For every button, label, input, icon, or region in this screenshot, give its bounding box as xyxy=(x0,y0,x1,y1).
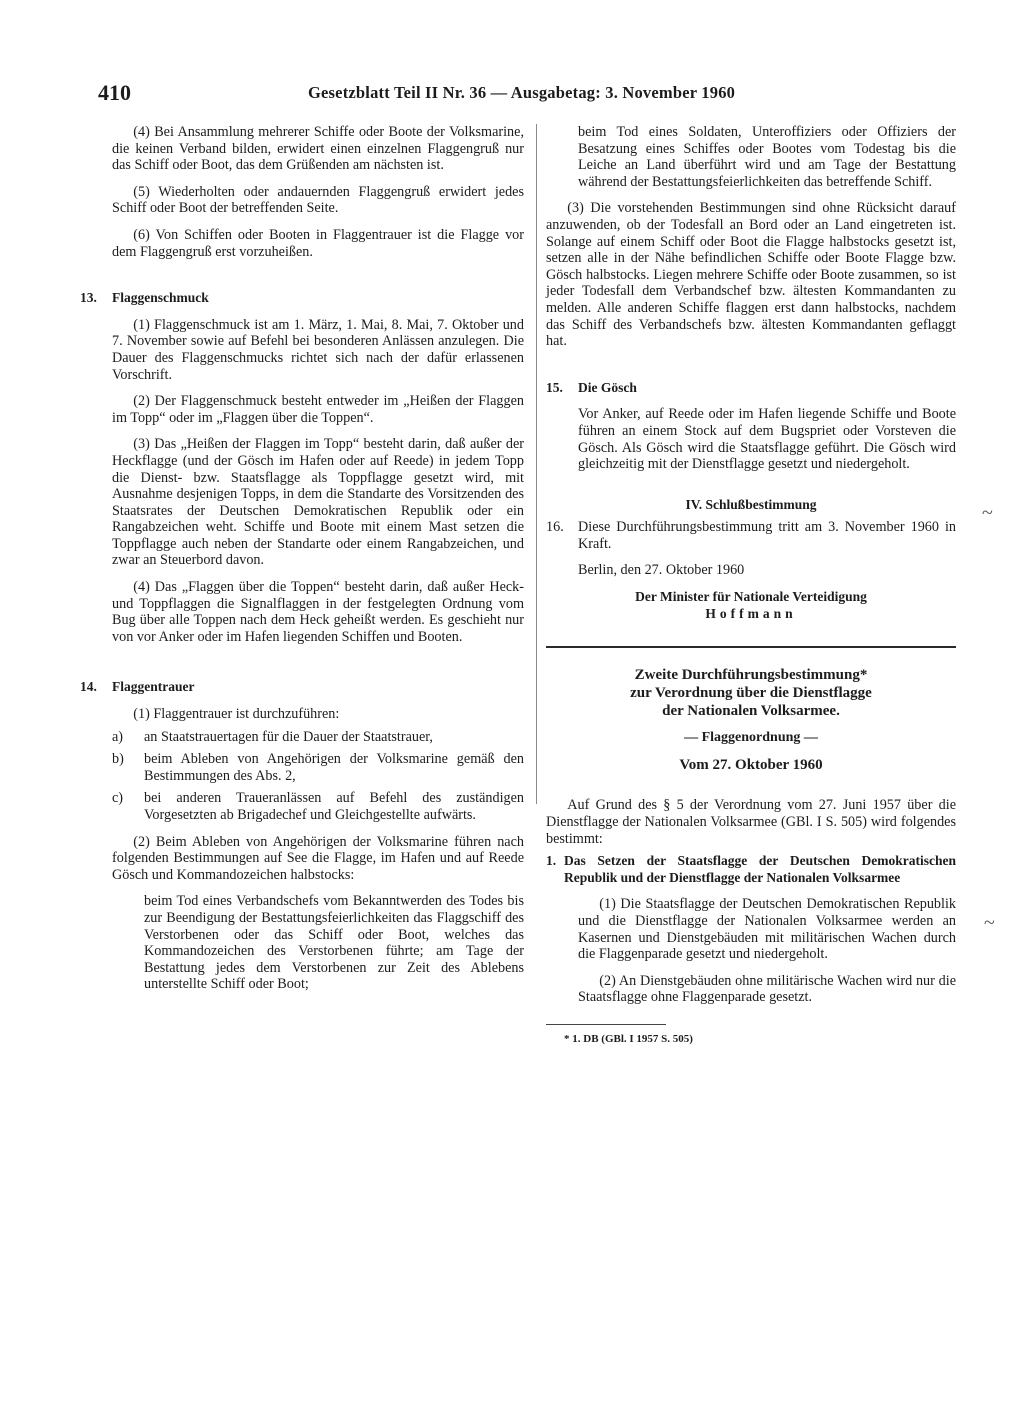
section-14-paragraph-1: (1) Flaggentrauer ist durchzuführen: xyxy=(133,706,340,723)
section-14-paragraph-2-continued: beim Tod eines Verbandschefs vom Bekanntwerden des Todes bis zur Beendigung der Bestattungsfeierlichkeiten das Flaggschiff des Verstorbenen oder das Schiff oder Boot, welches das Kommandozeichen des Verstorbenen führte; am Tage der Bestattung jedes dem Verstorbenen zur Zeit des Ablebens unterstellte Schiff oder Boot; xyxy=(144,893,524,993)
footnote: * 1. DB (GBl. I 1957 S. 505) xyxy=(564,1032,693,1045)
paragraph-3: (3) Die vorstehenden Bestimmungen sind ohne Rücksicht darauf anzuwenden, ob der Todesfall an Bord oder an Land eingetreten ist. Solange auf einem Schiff oder Boot die Flagge halbstocks gesetzt ist, setzen alle in der Nähe befindlichen Schiffe oder Boote Flagge bzw. Gösch halbstocks. Liegen mehrere Schiffe oder Boote zusammen, so ist jeder Todesfall dem Verbandschef bzw. ältesten Kommandanten zu melden. Alle anderen Schiffe flaggen erst dann halbstocks, nachdem das Schiff des Verbandschefs bzw. ältesten Kommandanten geflaggt hat. xyxy=(546,200,956,350)
list-item xyxy=(112,751,524,784)
paragraph-6: (6) Von Schiffen oder Booten in Flaggentrauer ist die Flagge vor dem Flaggengruß erst vorzuheißen. xyxy=(112,226,524,260)
margin-mark-icon: ~ xyxy=(982,502,993,524)
paragraph-4: (4) Bei Ansammlung mehrerer Schiffe oder Boote der Volksmarine, die keinen Verband bilden, erwidert einen einzelnen Flaggengruß nur das Schiff oder Boot, das dem Grüßenden am nächsten ist. xyxy=(112,124,524,174)
page-number: 410 xyxy=(98,80,131,105)
continuation-paragraph: beim Tod eines Soldaten, Unteroffiziers oder Offiziers der Besatzung eines Schiffes oder Bootes vom Todestag bis die Leiche an Land überführt wird und am Tage der Bestattung während der Bestattungsfeierlichkeiten das betreffende Schiff. xyxy=(578,124,956,190)
section-14-paragraph-2: (2) Beim Ableben von Angehörigen der Volksmarine führen nach folgenden Bestimmungen auf See die Flagge, im Hafen und auf Reede Gösch und Kommandozeichen halbstocks: xyxy=(112,833,524,883)
list-item xyxy=(112,729,524,746)
minister-title: Der Minister für Nationale Verteidigung xyxy=(635,589,867,605)
regulation-title-line-3: der Nationalen Volksarmee. xyxy=(662,703,840,720)
section-13-title: Flaggenschmuck xyxy=(112,290,209,306)
regulation-title-line-1: Zweite Durchführungsbestimmung* xyxy=(634,667,868,684)
section-15-paragraph: Vor Anker, auf Reede oder im Hafen liegende Schiffe und Boote führen an einem Stock auf dem Bugspriet oder Vorsteven die Gösch. Als Gösch wird die Staatsflagge geführt. Die Gösch wird gleichzeitig mit der Dienstflagge gesetzt und niedergeholt. xyxy=(578,406,956,473)
list-item-label: b) xyxy=(112,751,124,768)
page-header xyxy=(98,80,960,110)
section-13-paragraph-2: (2) Der Flaggenschmuck besteht entweder im „Heißen der Flaggen im Topp“ oder im „Flaggen über die Toppen“. xyxy=(112,393,524,426)
list-item-label: a) xyxy=(112,728,124,745)
running-title: Gesetzblatt Teil II Nr. 36 — Ausgabetag: 3. November 1960 xyxy=(308,83,736,102)
section-15-title: Die Gösch xyxy=(578,379,637,395)
list-item-text: bei anderen Traueranlässen auf Befehl des zuständigen Vorgesetzten ab Brigadechef und Gleichgestellte aufwärts. xyxy=(144,790,524,823)
regulation-subtitle: — Flaggenordnung — xyxy=(684,730,818,746)
regulation-date: Vom 27. Oktober 1960 xyxy=(679,756,823,773)
section-14-title: Flaggentrauer xyxy=(112,679,195,695)
section-15-number: 15. xyxy=(546,379,563,395)
column-divider xyxy=(536,124,537,804)
list-item xyxy=(112,790,524,823)
place-date: Berlin, den 27. Oktober 1960 xyxy=(578,562,745,579)
section-13-number: 13. xyxy=(80,290,97,306)
section-divider xyxy=(546,646,956,648)
regulation-title-line-2: zur Verordnung über die Dienstflagge xyxy=(630,685,872,702)
section-16-number: 16. xyxy=(546,519,564,536)
list-item-text: beim Ableben von Angehörigen der Volksmarine gemäß den Bestimmungen des Abs. 2, xyxy=(144,751,524,784)
left-column xyxy=(80,124,524,993)
section-16 xyxy=(546,519,956,552)
margin-mark-icon: ~ xyxy=(984,912,995,934)
regulation-intro: Auf Grund des § 5 der Verordnung vom 27. Juni 1957 über die Dienstflagge der Nationalen Volksarmee (GBl. I S. 505) wird folgendes bestimmt: xyxy=(546,797,956,847)
section-13-paragraph-1: (1) Flaggenschmuck ist am 1. März, 1. Mai, 8. Mai, 7. Oktober und 7. November sowie auf Befehl bei besonderen Anlässen anzulegen. Die Dauer des Flaggenschmucks richtet sich nach der dafür erlassenen Vorschrift. xyxy=(112,316,524,383)
section-1-number: 1. xyxy=(546,853,557,869)
section-14-heading xyxy=(80,679,524,696)
paragraph-5: (5) Wiederholten oder andauernden Flaggengruß erwidert jedes Schiff oder Boot der betreffenden Seite. xyxy=(112,183,524,217)
section-13-paragraph-3: (3) Das „Heißen der Flaggen im Topp“ besteht darin, daß außer der Heckflagge (und der Gösch im Hafen oder auf Reede) in jedem Topp die Dienst- bzw. Staatsflagge als Toppflagge gesetzt wird, mit Ausnahme desjenigen Topps, in dem die Standarte des Vorsitzenden des Staatsrates der Deutschen Demokratischen Republik oder ein Rangabzeichen weht. Schiffe und Boote mit einem Mast setzen die Toppflagge auch neben der Standarte oder einem Rangabzeichen, und zwar an Steuerbord davon. xyxy=(112,436,524,569)
footnote-rule xyxy=(546,1024,666,1025)
part-4-heading: IV. Schlußbestimmung xyxy=(685,496,817,512)
list-item-text: an Staatstrauertagen für die Dauer der Staatstrauer, xyxy=(144,728,433,745)
section-13-paragraph-4: (4) Das „Flaggen über die Toppen“ besteht darin, daß außer Heck- und Toppflaggen die Signalflaggen in der festgelegten Ordnung vom Bug über alle Toppen nach dem Heck geheißt werden. Es geschieht nur von vor Anker oder im Hafen liegenden Schiffen und Booten. xyxy=(112,579,524,645)
section-13-heading xyxy=(80,290,524,307)
section-15-heading xyxy=(546,380,956,397)
section-1-title: Das Setzen der Staatsflagge der Deutschen Demokratischen Republik und der Dienstflagge der Nationalen Volksarmee xyxy=(564,853,956,885)
section-1-heading xyxy=(546,853,956,886)
signer-name: Hoffmann xyxy=(705,605,797,621)
section-16-text: Diese Durchführungsbestimmung tritt am 3. November 1960 in Kraft. xyxy=(578,519,956,552)
section-1-paragraph-2: (2) An Dienstgebäuden ohne militärische Wachen wird nur die Staatsflagge ohne Flaggenparade gesetzt. xyxy=(578,972,956,1006)
list-item-label: c) xyxy=(112,790,124,807)
section-14-number: 14. xyxy=(80,679,97,695)
right-column xyxy=(546,124,956,1048)
section-1-paragraph-1: (1) Die Staatsflagge der Deutschen Demokratischen Republik und die Dienstflagge der Nationalen Volksarmee werden an Kasernen und Dienstgebäuden mit militärischen Wachen durch die Flaggenparade gesetzt und niedergeholt. xyxy=(578,896,956,963)
